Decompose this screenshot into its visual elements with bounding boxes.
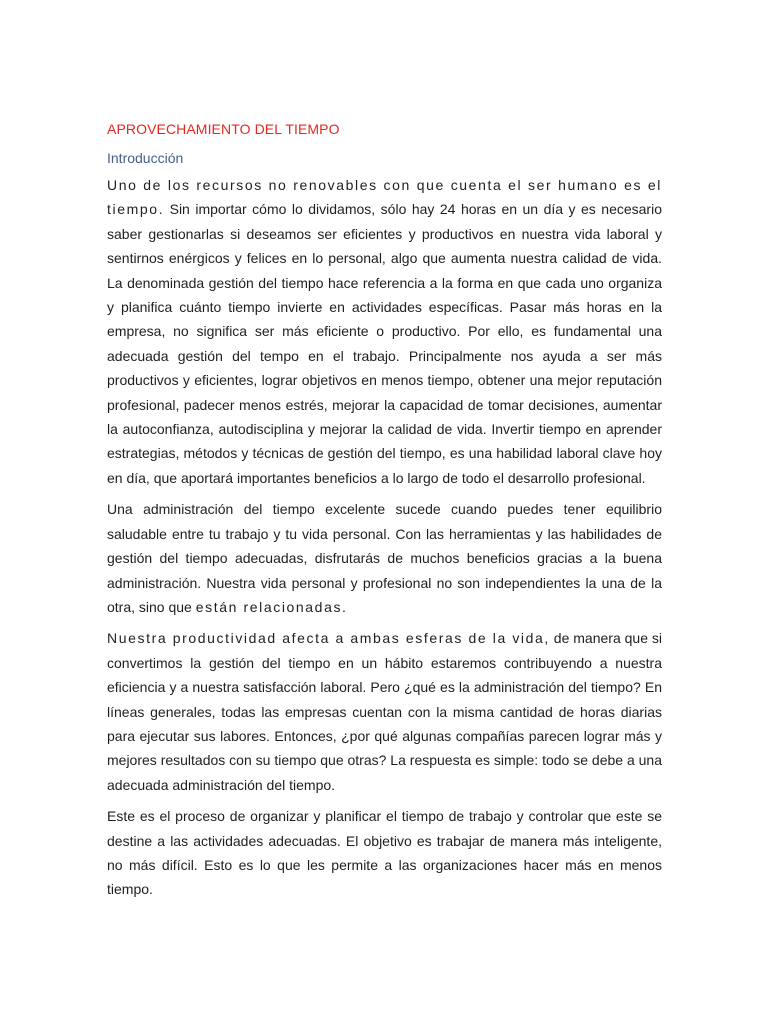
paragraph-1-body: Sin importar cómo lo dividamos, sólo hay 24 horas en un día y es necesario saber gestionarlas si deseamos ser eficientes y productivos en nuestra vida laboral y sentirnos enérgicos y felices en lo personal, algo que aumenta nuestra calidad de vida. La denominada gestión del tiempo hace referencia a la forma en que cada uno organiza y planifica cuánto tiempo invierte en actividades específicas. Pasar más horas en la empresa, no significa ser más eficiente o productivo. Por ello, es fundamental una adecuada gestión del tempo en el trabajo. Principalmente nos ayuda a ser más productivos y eficientes, lograr objetivos en menos tiempo, obtener una mejor reputación profesional, padecer menos estrés, mejorar la capacidad de tomar decisiones, aumentar la autoconfianza, autodisciplina y mejorar la calidad de vida. Invertir tiempo en aprender estrategias, métodos y técnicas de gestión del tiempo, es una habilidad laboral clave hoy en día, que aportará importantes beneficios a lo largo de todo el desarrollo profesional. (107, 201, 662, 486)
paragraph-4 (107, 804, 662, 902)
paragraph-2-body: Una administración del tiempo excelente sucede cuando puedes tener equilibrio saludable entre tu trabajo y tu vida personal. Con las herramientas y las habilidades de gestión del tiempo adecuadas, disfrutarás de muchos beneficios gracias a la buena administración. Nuestra vida personal y profesional no son independientes la una de la otra, sino que (107, 501, 662, 615)
section-subtitle: Introducción (107, 150, 184, 166)
paragraph-3-body: de manera que si convertimos la gestión del tiempo en un hábito estaremos contribuyendo a nuestra eficiencia y a nuestra satisfacción laboral. Pero ¿qué es la administración del tiempo? En líneas generales, todas las empresas cuentan con la misma cantidad de horas diarias para ejecutar sus labores. Entonces, ¿por qué algunas compañías parecen lograr más y mejores resultados con su tiempo que otras? La respuesta es simple: todo se debe a una adecuada administración del tiempo. (107, 630, 662, 793)
paragraph-3-lead: Nuestra productividad afecta a ambas esferas de la vida, (107, 630, 550, 647)
paragraph-4-body: Este es el proceso de organizar y planificar el tiempo de trabajo y controlar que este se destine a las actividades adecuadas. El objetivo es trabajar de manera más inteligente, no más difícil. Esto es lo que les permite a las organizaciones hacer más en menos tiempo. (107, 808, 662, 898)
paragraph-2 (107, 497, 662, 619)
document-page (107, 120, 662, 909)
document-title: APROVECHAMIENTO DEL TIEMPO (107, 121, 340, 137)
paragraph-3 (107, 626, 662, 797)
paragraph-1-lead: Uno de los recursos no renovables con que cuenta el ser humano es el tiempo. (107, 177, 662, 218)
paragraph-1 (107, 173, 662, 490)
paragraph-2-tail: están relacionadas. (195, 598, 348, 615)
